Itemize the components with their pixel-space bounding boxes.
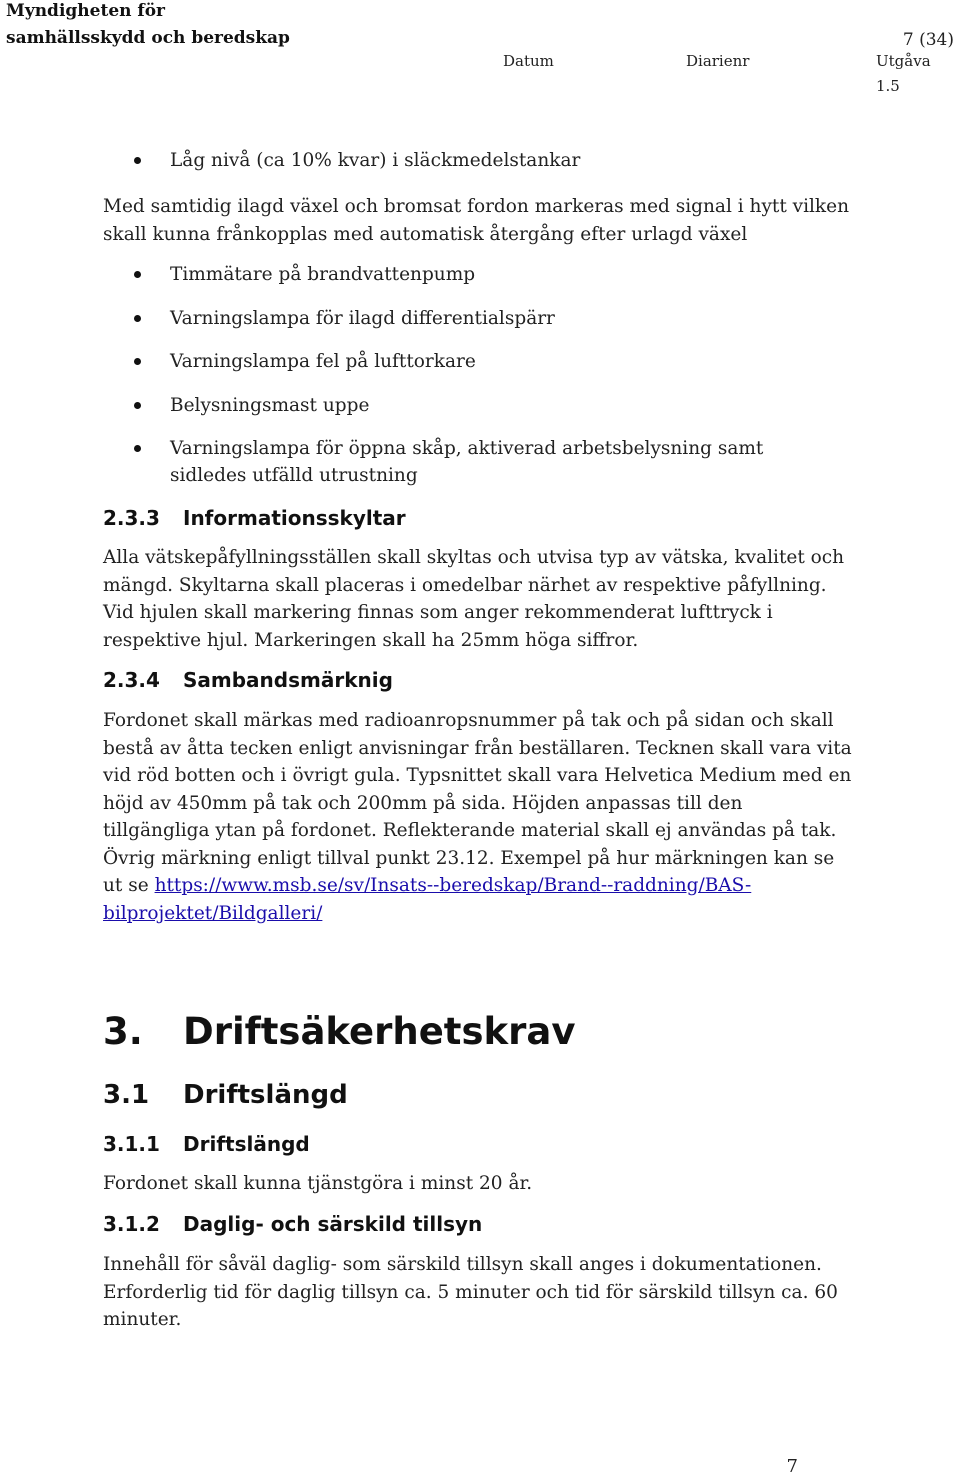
chapter-number-3: 3.: [103, 1010, 143, 1053]
footer-page-number: 7: [786, 1456, 798, 1477]
bullet-icon: [134, 358, 141, 365]
section-number-3-1-1: 3.1.1: [103, 1132, 160, 1156]
paragraph-signal: Med samtidig ilagd växel och bromsat fordon markeras med signal i hytt vilken skall kunna frånkopplas med automatisk återgång efter urlagd växel: [103, 196, 850, 245]
bullet-icon: [134, 402, 141, 409]
paragraph-tillsyn: Innehåll för såväl daglig- som särskild tillsyn skall anges i dokumentationen. Erforderlig tid för daglig tillsyn ca. 5 minuter och tid för särskild tillsyn ca. 60 minuter.: [103, 1254, 838, 1330]
list-item: Varningslampa för öppna skåp, aktiverad arbetsbelysning samt: [136, 436, 763, 462]
chapter-title-driftsakerhetskrav: Driftsäkerhetskrav: [183, 1010, 576, 1053]
section-title-sambandsmarknig: Sambandsmärknig: [183, 668, 393, 692]
bullet-icon: [134, 445, 141, 452]
list-item-continuation: sidledes utfälld utrustning: [170, 465, 418, 486]
diarienr-label: Diarienr: [686, 52, 750, 70]
list-item: Varningslampa för ilagd differentialspärr: [136, 306, 555, 332]
bullet-icon: [134, 271, 141, 278]
subsection-title-driftslangd: Driftslängd: [183, 1132, 310, 1156]
utgava-label: Utgåva: [876, 52, 931, 70]
paragraph-driftslangd: Fordonet skall kunna tjänstgöra i minst 20 år.: [103, 1173, 533, 1194]
list-item: Timmätare på brandvattenpump: [136, 262, 475, 288]
list-item: Belysningsmast uppe: [136, 393, 369, 419]
list-item: Varningslampa fel på lufttorkare: [136, 349, 476, 375]
section-number-3-1: 3.1: [103, 1080, 150, 1110]
bullet-icon: [134, 315, 141, 322]
section-number-2-3-3: 2.3.3: [103, 506, 160, 530]
datum-label: Datum: [503, 52, 554, 70]
section-number-3-1-2: 3.1.2: [103, 1212, 160, 1236]
list-item: Låg nivå (ca 10% kvar) i släckmedelstankar: [136, 148, 580, 174]
org-name-line2: samhällsskydd och beredskap: [6, 28, 290, 48]
gallery-link-continuation[interactable]: bilprojektet/Bildgalleri/: [103, 902, 323, 924]
page-of-total: 7 (34): [902, 30, 954, 50]
paragraph-informationsskyltar: Alla vätskepåfyllningsställen skall skyltas och utvisa typ av vätska, kvalitet och mängd. Skyltarna skall placeras i omedelbar närhet av respektive påfyllning. Vid hjulen skall markering finnas som anger rekommenderat lufttryck i respektive hjul. Markeringen skall ha 25mm höga siffror.: [103, 547, 845, 651]
section-title-informationsskyltar: Informationsskyltar: [183, 506, 406, 530]
bullet-icon: [134, 157, 141, 164]
subsection-title-tillsyn: Daglig- och särskild tillsyn: [183, 1212, 483, 1236]
org-name-line1: Myndigheten för: [6, 1, 166, 21]
gallery-link[interactable]: https://www.msb.se/sv/Insats--beredskap/Brand--raddning/BAS-: [154, 875, 752, 896]
section-number-2-3-4: 2.3.4: [103, 668, 160, 692]
section-title-driftslangd: Driftslängd: [183, 1080, 348, 1110]
utgava-value: 1.5: [876, 77, 900, 95]
paragraph-sambandsmarknig: Fordonet skall märkas med radioanropsnummer på tak och på sidan och skall bestå av åtta tecken enligt anvisningar från beställaren. Tecknen skall vara vita vid röd botten och i övrigt gula. Typsnittet skall vara Helvetica Medium med en höjd av 450mm på tak och 200mm på sida. Höjden anpassas till den tillgängliga ytan på fordonet. Reflekterande material skall ej användas på tak. Övrig märkning enligt tillval punkt 23.12. Exempel på hur märkningen kan se ut se https://www.msb.se/sv/Insats--beredskap/Brand--raddning/BAS- bilprojektet/Bildgalleri/: [103, 710, 852, 924]
